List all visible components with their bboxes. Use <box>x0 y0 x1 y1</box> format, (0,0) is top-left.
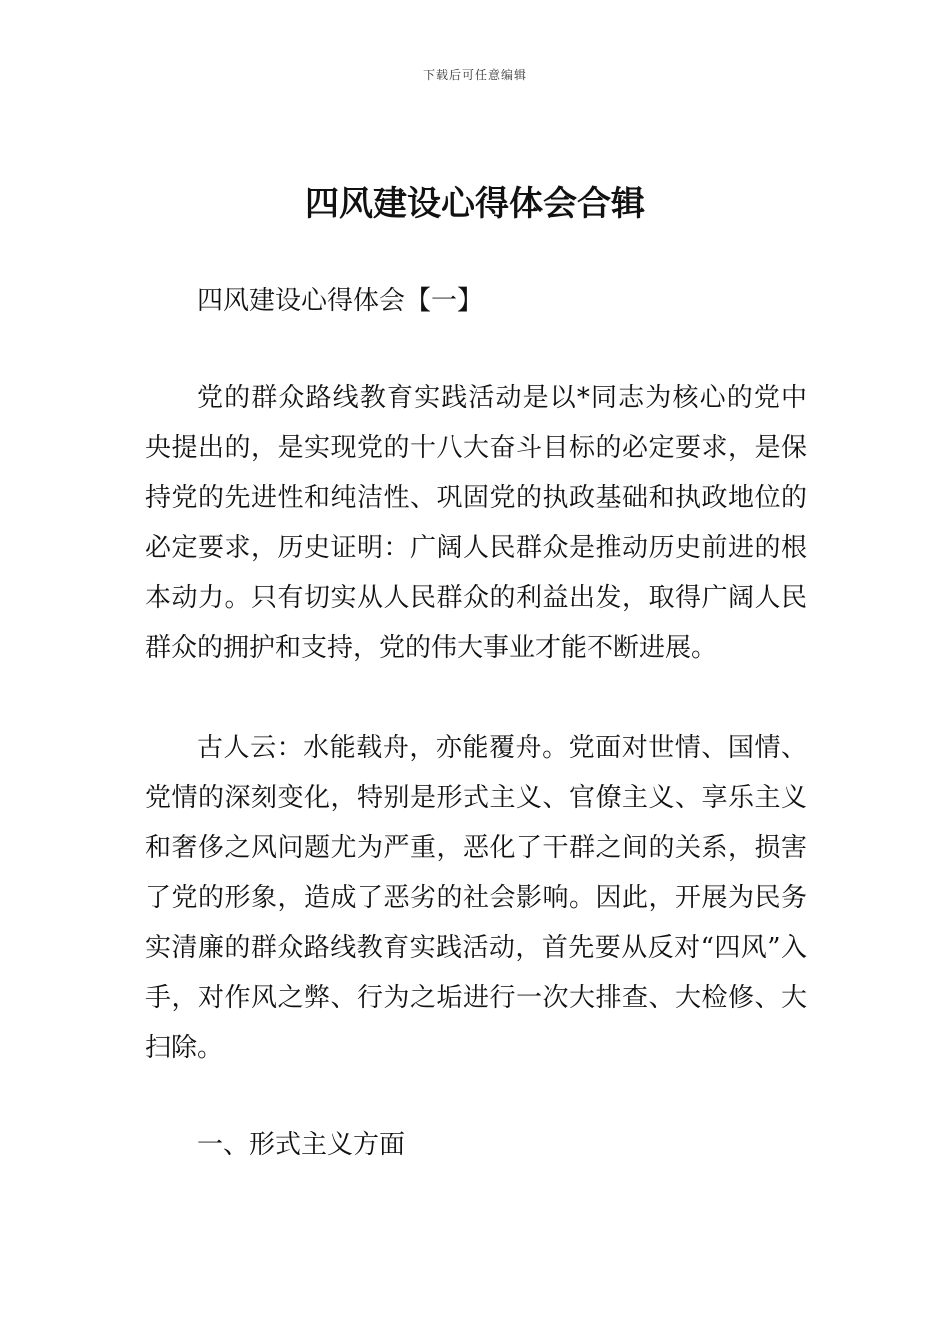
paragraph-2: 古人云：水能载舟，亦能覆舟。党面对世情、国情、党情的深刻变化，特别是形式主义、官僚主义、享乐主义和奢侈之风问题尤为严重，恶化了干群之间的关系，损害了党的形象，造成了恶劣的社会影响。因此，开展为民务实清廉的群众路线教育实践活动，首先要从反对“四风”入手，对作风之弊、行为之垢进行一次大排查、大检修、大扫除。 <box>145 733 807 1063</box>
paragraph-1: 党的群众路线教育实践活动是以*同志为核心的党中央提出的，是实现党的十八大奋斗目标的必定要求，是保持党的先进性和纯洁性、巩固党的执政基础和执政地位的必定要求，历史证明：广阔人民群众是推动历史前进的根本动力。只有切实从人民群众的利益出发，取得广阔人民群众的拥护和支持，党的伟大事业才能不断进展。 <box>145 383 807 663</box>
section-heading: 一、形式主义方面 <box>197 1130 406 1160</box>
document-subtitle: 四风建设心得体会【一】 <box>197 286 484 316</box>
document-title: 四风建设心得体会合辑 <box>305 184 645 224</box>
page-header-note: 下载后可任意编辑 <box>422 68 527 82</box>
